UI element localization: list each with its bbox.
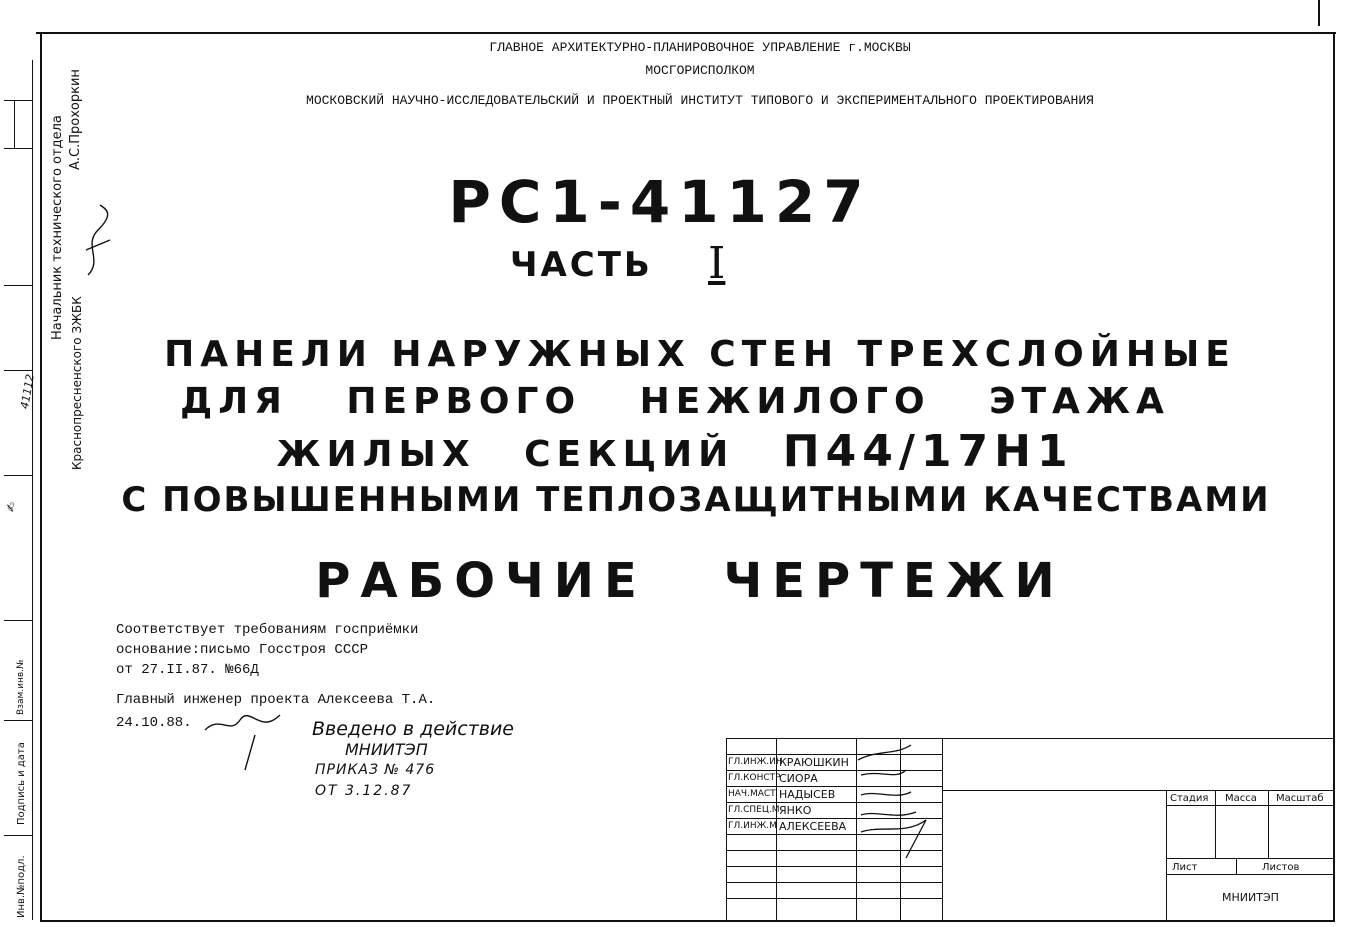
frame-bottom [40,920,1335,922]
stamp-col-mass: Масса [1225,793,1257,804]
approval-line-3: от 27.II.87. №66Д [116,662,259,678]
part-number: I [708,238,726,289]
stamp-role-1: ГЛ.ИНЖ.ИН [728,757,783,767]
approval-date: 24.10.88. [116,715,192,731]
title-line-3-text: ЖИЛЫХ СЕКЦИЙ [276,434,735,475]
stamp-name-1: КРАЮШКИН [779,756,849,769]
title-line-5: РАБОЧИЕ ЧЕРТЕЖИ [315,553,1065,609]
approval-line-2: основание:письмо Госстроя СССР [116,642,369,658]
stamp-organization: МНИИТЭП [1222,891,1279,904]
stamp-col-scale: Масштаб [1276,793,1324,804]
stamp-sheet-label: Лист [1172,862,1198,873]
frame-left [40,32,42,922]
margin-signature: ✍ [3,500,19,514]
document-code: РС1-41127 [448,168,872,236]
header-line-1: ГЛАВНОЕ АРХИТЕКТУРНО-ПЛАНИРОВОЧНОЕ УПРАВЛЕНИЕ г.МОСКВЫ [489,40,911,55]
approval-note [116,620,418,680]
header-line-2: МОСГОРИСПОЛКОМ [645,63,755,78]
enactment-line-4: ОТ 3.12.87 [315,783,413,799]
approval-line-1: Соответствует требованиям госприёмки [116,622,419,638]
title-line-1: ПАНЕЛИ НАРУЖНЫХ СТЕН ТРЕХСЛОЙНЫЕ [164,334,1236,375]
approver-name: А.С.Прохоркин [68,69,83,170]
stamp-role-3: НАЧ.МАСТ [728,789,776,799]
part-label: ЧАСТЬ [510,245,653,285]
frame-top [36,32,1336,34]
replaced-inv-field: Взам.инв.№ [16,659,26,715]
margin-scribble: 41112 [18,373,37,410]
stamp-signatures [856,740,946,860]
inv-no-field: Инв.№подл. [16,855,27,918]
stamp-name-2: СИОРА [779,772,818,785]
approver-signature [78,200,118,280]
title-series: П44/17Н1 [782,426,1074,477]
corner-mark [1318,0,1320,26]
title-line-4: С ПОВЫШЕННЫМИ ТЕПЛОЗАЩИТНЫМИ КАЧЕСТВАМИ [121,480,1271,520]
stamp-sheets-label: Листов [1262,862,1300,873]
enactment-line-1: Введено в действие [312,718,514,740]
stamp-name-3: НАДЫСЕВ [779,788,836,801]
stamp-role-2: ГЛ.КОНСТР [728,773,781,783]
stamp-name-5: АЛЕКСЕЕВА [779,820,847,833]
stamp-name-4: ЯНКО [779,804,812,817]
signature-date-field: Подпись и дата [16,742,27,825]
stamp-role-5: ГЛ.ИНЖ.М [728,821,777,831]
engineer-signature [200,705,300,775]
title-line-2: ДЛЯ ПЕРВОГО НЕЖИЛОГО ЭТАЖА [180,381,1170,422]
header-line-3: МОСКОВСКИЙ НАУЧНО-ИССЛЕДОВАТЕЛЬСКИЙ И ПРОЕКТНЫЙ ИНСТИТУТ ТИПОВОГО И ЭКСПЕРИМЕНТАЛЬНОГО ПРОЕКТИРОВАНИЯ [306,93,1094,108]
stamp-col-stage: Стадия [1170,793,1209,804]
title-line-3 [0,426,1350,477]
approver-title-1: Начальник технического отдела [50,115,65,340]
stamp-role-4: ГЛ.СПЕЦ.М [728,805,780,815]
enactment-line-3: ПРИКАЗ № 476 [315,762,436,778]
chief-engineer: Главный инженер проекта Алексеева Т.А. [116,692,436,708]
enactment-line-2: МНИИТЭП [345,740,428,759]
approver-title-2: Краснопресненского ЗЖБК [70,296,84,470]
frame-right [1333,32,1335,922]
